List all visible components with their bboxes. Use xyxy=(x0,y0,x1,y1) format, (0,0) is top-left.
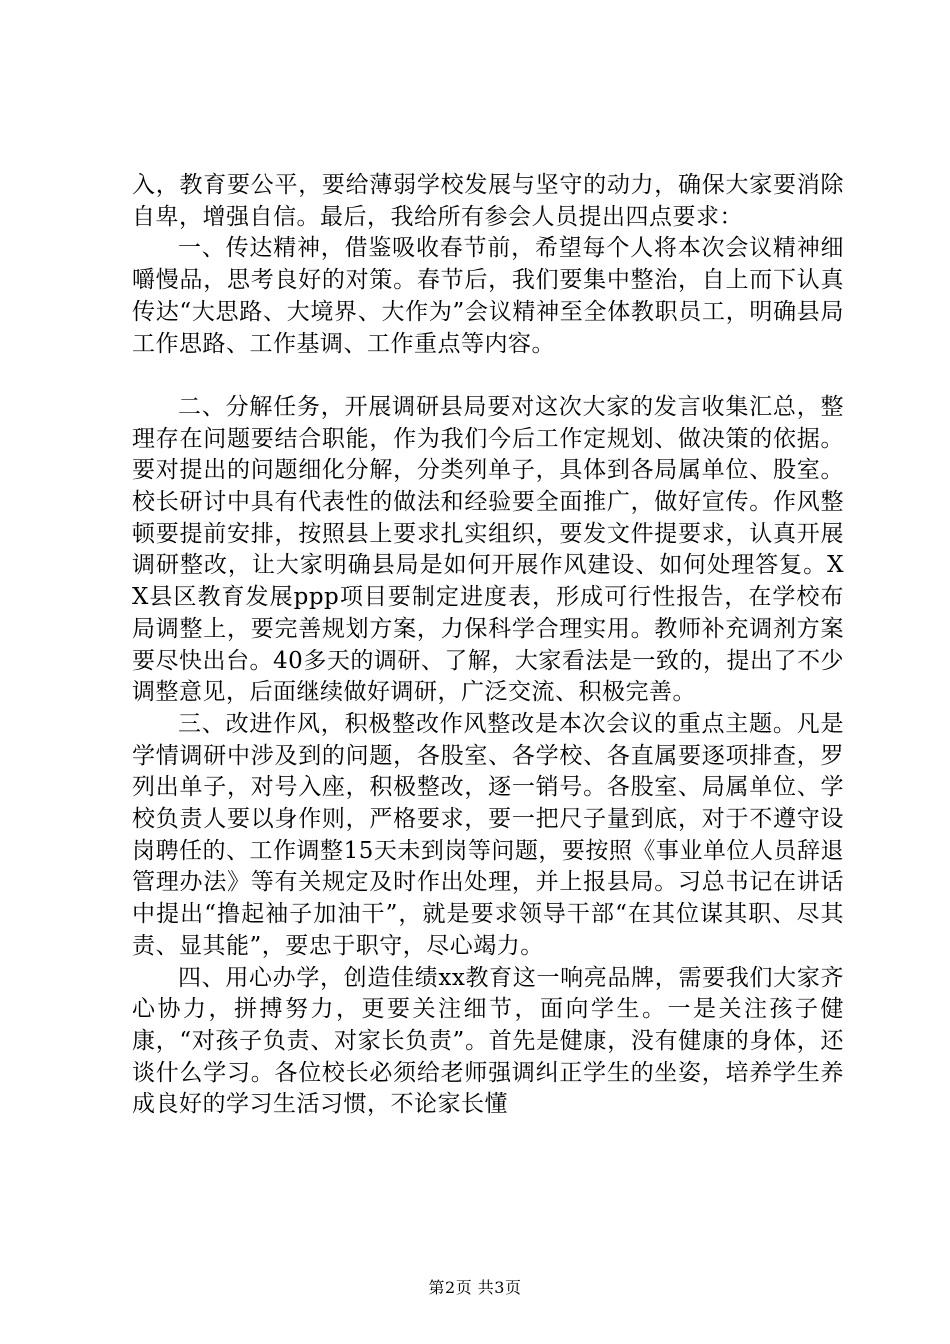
paragraph-point-three: 三、改进作风，积极整改作风整改是本次会议的重点主题。凡是学情调研中涉及到的问题，各股室、各学校、各直属要逐项排查，罗列出单子，对号入座，积极整改，逐一销号。各股室、局属单位、学校负责人要以身作则，严格要求，要一把尺子量到底，对于不遵守设岗聘任的、工作调整15天未到岗等问题，要按照《事业单位人员辞退管理办法》等有关规定及时作出处理，并上报县局。习总书记在讲话中提出“撸起袖子加油干”，就是要求领导干部“在其位谋其职、尽其责、显其能”，要忠于职守，尽心竭力。 xyxy=(132,710,844,959)
paragraph-point-four: 四、用心办学，创造佳绩xx教育这一响亮品牌，需要我们大家齐心协力，拼搏努力，更要关注细节，面向学生。一是关注孩子健康，“对孩子负责、对家长负责”。首先是健康，没有健康的身体，还谈什么学习。各位校长必须给老师强调纠正学生的坐姿，培养学生养成良好的学习生活习惯，不论家长懂 xyxy=(132,964,844,1118)
paragraph-point-one: 一、传达精神，借鉴吸收春节前，希望每个人将本次会议精神细嚼慢品，思考良好的对策。春节后，我们要集中整治，自上而下认真传达“大思路、大境界、大作为”会议精神至全体教职员工，明确县局工作思路、工作基调、工作重点等内容。 xyxy=(132,235,844,357)
document-body xyxy=(132,170,844,1121)
paragraph-intro: 入，教育要公平，要给薄弱学校发展与坚守的动力，确保大家要消除自卑，增强自信。最后，我给所有参会人员提出四点要求： xyxy=(132,172,844,230)
paragraph-point-two: 二、分解任务，开展调研县局要对这次大家的发言收集汇总，整理存在问题要结合职能，作为我们今后工作定规划、做决策的依据。要对提出的问题细化分解，分类列单子，具体到各局属单位、股室。校长研讨中具有代表性的做法和经验要全面推广，做好宣传。作风整顿要提前安排，按照县上要求扎实组织，要发文件提要求，认真开展调研整改，让大家明确县局是如何开展作风建设、如何处理答复。XX县区教育发展ppp项目要制定进度表，形成可行性报告，在学校布局调整上，要完善规划方案，力保科学合理实用。教师补充调剂方案要尽快出台。40多天的调研、了解，大家看法是一致的，提出了不少调整意见，后面继续做好调研，广泛交流、积极完善。 xyxy=(132,393,844,706)
page-footer: 第2页 共3页 xyxy=(428,1278,522,1297)
